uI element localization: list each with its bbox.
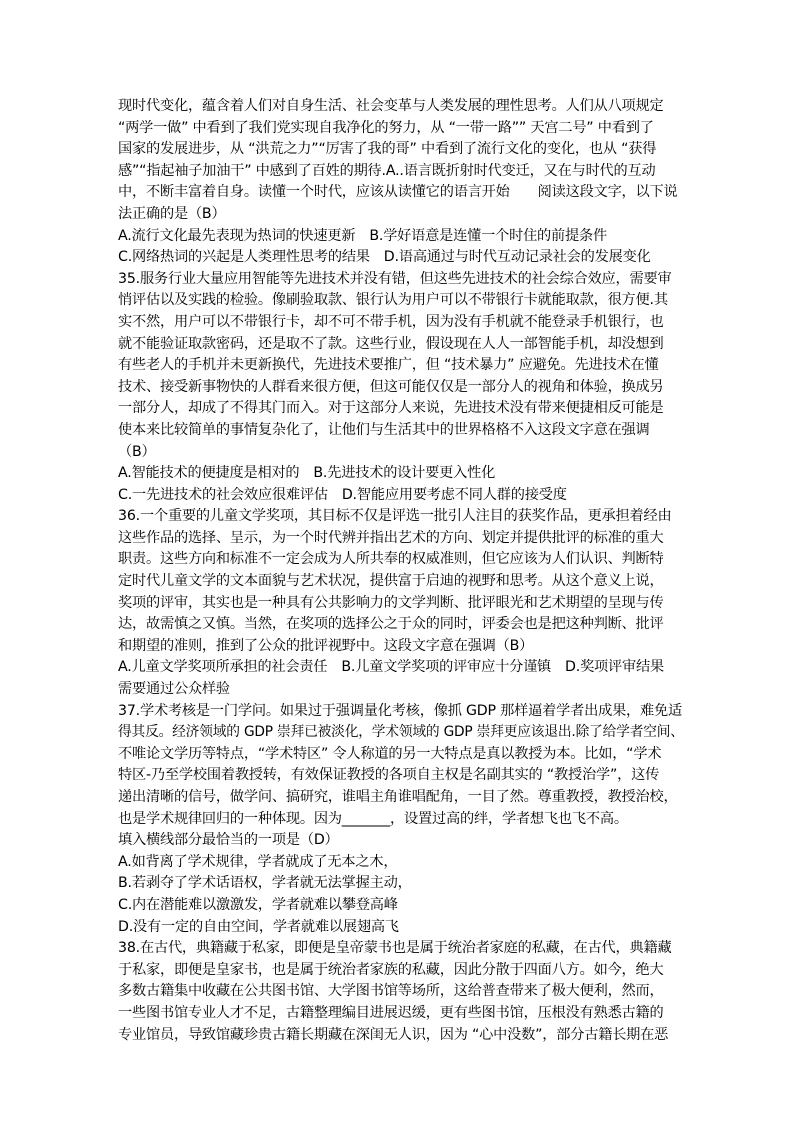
question-prompt: （B）	[118, 443, 156, 460]
question-37: 37.学术考核是一门学问。如果过于强调量化考核，像抓 GDP 那样逼着学者出成果，难免适	[118, 702, 683, 719]
text-line: “两学一做” 中看到了我们党实现自我净化的努力，从 “一带一路”” 天宫二号” 中看到了	[118, 119, 654, 136]
text-line: 国家的发展进步，从 “洪荒之力”“厉害了我的哥” 中看到了流行文化的变化，也从 “获得	[118, 141, 657, 158]
answer-options: 需要通过公众样验	[118, 681, 230, 698]
text-line: 职责。这些方向和标准不一定会成为人所共奉的权威准则，但它应该为人们认识、判断特	[118, 551, 664, 568]
answer-option-b: B.若剥夺了学术话语权，学者就无法掌握主动，	[118, 875, 412, 892]
text-line: 多数古籍集中收藏在公共图书馆、大学图书馆等场所，这给普查带来了极大便利，然而，	[118, 983, 664, 1000]
text-line: 有些老人的手机并未更新换代，先进技术要推广，但 “技术暴力” 应避免。先进技术在懂	[118, 357, 659, 374]
answer-option-d: D.没有一定的自由空间，学者就难以展翅高飞	[118, 918, 399, 935]
text-line: 一部分人，却成了不得其门而入。对于这部分人来说，先进技术没有带来便捷相反可能是	[118, 400, 664, 417]
text-line: 一些图书馆专业人才不足，古籍整理编目进展迟缓，更有些图书馆，压根没有熟悉古籍的	[118, 1004, 664, 1021]
question-36: 36.一个重要的儿童文学奖项，其目标不仅是评选一批引人注目的获奖作品，更承担着经由	[118, 508, 672, 525]
document-page	[118, 96, 684, 1046]
text-line: 现时代变化，蕴含着人们对自身生活、社会变革与人类发展的理性思考。人们从八项规定	[118, 98, 664, 114]
text-line: 特区-乃至学校围着教授转，有效保证教授的各项自主权是名副其实的 “教授治学”，这传	[118, 767, 660, 784]
answer-option-a: A.如背离了学术规律，学者就成了无本之木，	[118, 853, 398, 870]
text-line: 不唯论文学历等特点，“学术特区” 令人称道的另一大特点是真以教授为本。比如，“学术	[118, 745, 662, 762]
text-line: 中，不断丰富着自身。读懂一个时代，应该从读懂它的语言开始 阅读这段文字，以下说	[118, 184, 678, 201]
text-line: 也是学术规律回归的一种体现。因为_______，设置过高的绊，学者想飞也飞不高。	[118, 810, 628, 827]
text-line: 得其反。经济领域的 GDP 崇拜已被淡化，学术领域的 GDP 崇拜更应该退出.除了给学者空间、	[118, 724, 684, 741]
answer-options: A.智能技术的便捷度是相对的 B.先进技术的设计要更入性化	[118, 465, 496, 482]
text-line: 技术、接受新事物快的人群看来很方便，但这可能仅仅是一部分人的视角和体验，换成另	[118, 378, 664, 395]
text-line: 递出清晰的信号，做学问、搞研究，谁唱主角谁唱配角，一目了然。尊重教授，教授治校，	[118, 789, 678, 805]
text-line: 实不然，用户可以不带银行卡，却不可不带手机，因为没有手机就不能登录手机银行，也	[118, 313, 664, 330]
question-prompt: 法正确的是（B）	[118, 205, 226, 222]
text-line: 这些作品的选择、呈示，为一个时代辨并指出艺术的方向、划定并提供批评的标准的重大	[118, 529, 664, 546]
answer-option-c: C.内在潜能难以激激发，学者就难以攀登高峰	[118, 896, 398, 913]
text-line: 就不能验证取款密码，还是取不了款。这些行业，假设现在人人一部智能手机，却没想到	[118, 335, 664, 352]
question-35: 35.服务行业大量应用智能等先进技术并没有错，但这些先进技术的社会综合效应，需要审	[118, 270, 672, 287]
text-line: 达，故需慎之又慎。当然，在奖项的选择公之于众的同时，评委会也是把这种判断、批评	[118, 616, 664, 633]
text-line: 奖项的评审，其实也是一种具有公共影响力的文学判断、批评眼光和艺术期望的呈现与传	[118, 594, 664, 611]
question-38: 38.在古代，典籍藏于私家，即便是皇帝蒙书也是属于统治者家庭的私藏，在古代，典籍藏	[118, 940, 672, 957]
text-line: 定时代儿童文学的文本面貌与艺术状况，提供富于启迪的视野和思考。从这个意义上说，	[118, 573, 664, 590]
answer-options: C.一先进技术的社会效应很难评估 D.智能应用要考虑不同人群的接受度	[118, 486, 567, 503]
answer-options: C.网络热词的兴起是人类理性思考的结果 D.语高通过与时代互动记录社会的发展变化	[118, 249, 651, 266]
text-line: 专业馆员，导致馆藏珍贵古籍长期藏在深闺无人识，因为 “心中没数”，部分古籍长期在恶	[118, 1026, 669, 1043]
text-line: 于私家，即便是皇家书，也是属于统治者家族的私藏，因此分散于四面八方。如今，绝大	[118, 961, 664, 978]
question-prompt: 和期望的准则，推到了公众的批评视野中。这段文字意在强调（B）	[118, 637, 534, 654]
answer-options: A.儿童文学奖项所承担的社会责任 B.儿童文学奖项的评审应十分谨镇 D.奖项评审结果	[118, 659, 664, 676]
text-line: 感”“指起袖子加油干” 中感到了百姓的期待.A..语言既折射时代变迁，又在与时代的互动	[118, 162, 656, 179]
answer-options: A.流行文化最先表现为热词的快速更新 B.学好语意是连懂一个时住的前提条件	[118, 227, 607, 244]
text-line: 悄评估以及实践的检验。像刷验取款、银行认为用户可以不带银行卡就能取款，很方便.其	[118, 292, 668, 309]
question-prompt: 填入横线部分最恰当的一项是（D）	[118, 832, 339, 849]
text-line: 使本来比较简单的事情复杂化了，让他们与生活其中的世界格格不入这段文字意在强调	[118, 421, 650, 438]
